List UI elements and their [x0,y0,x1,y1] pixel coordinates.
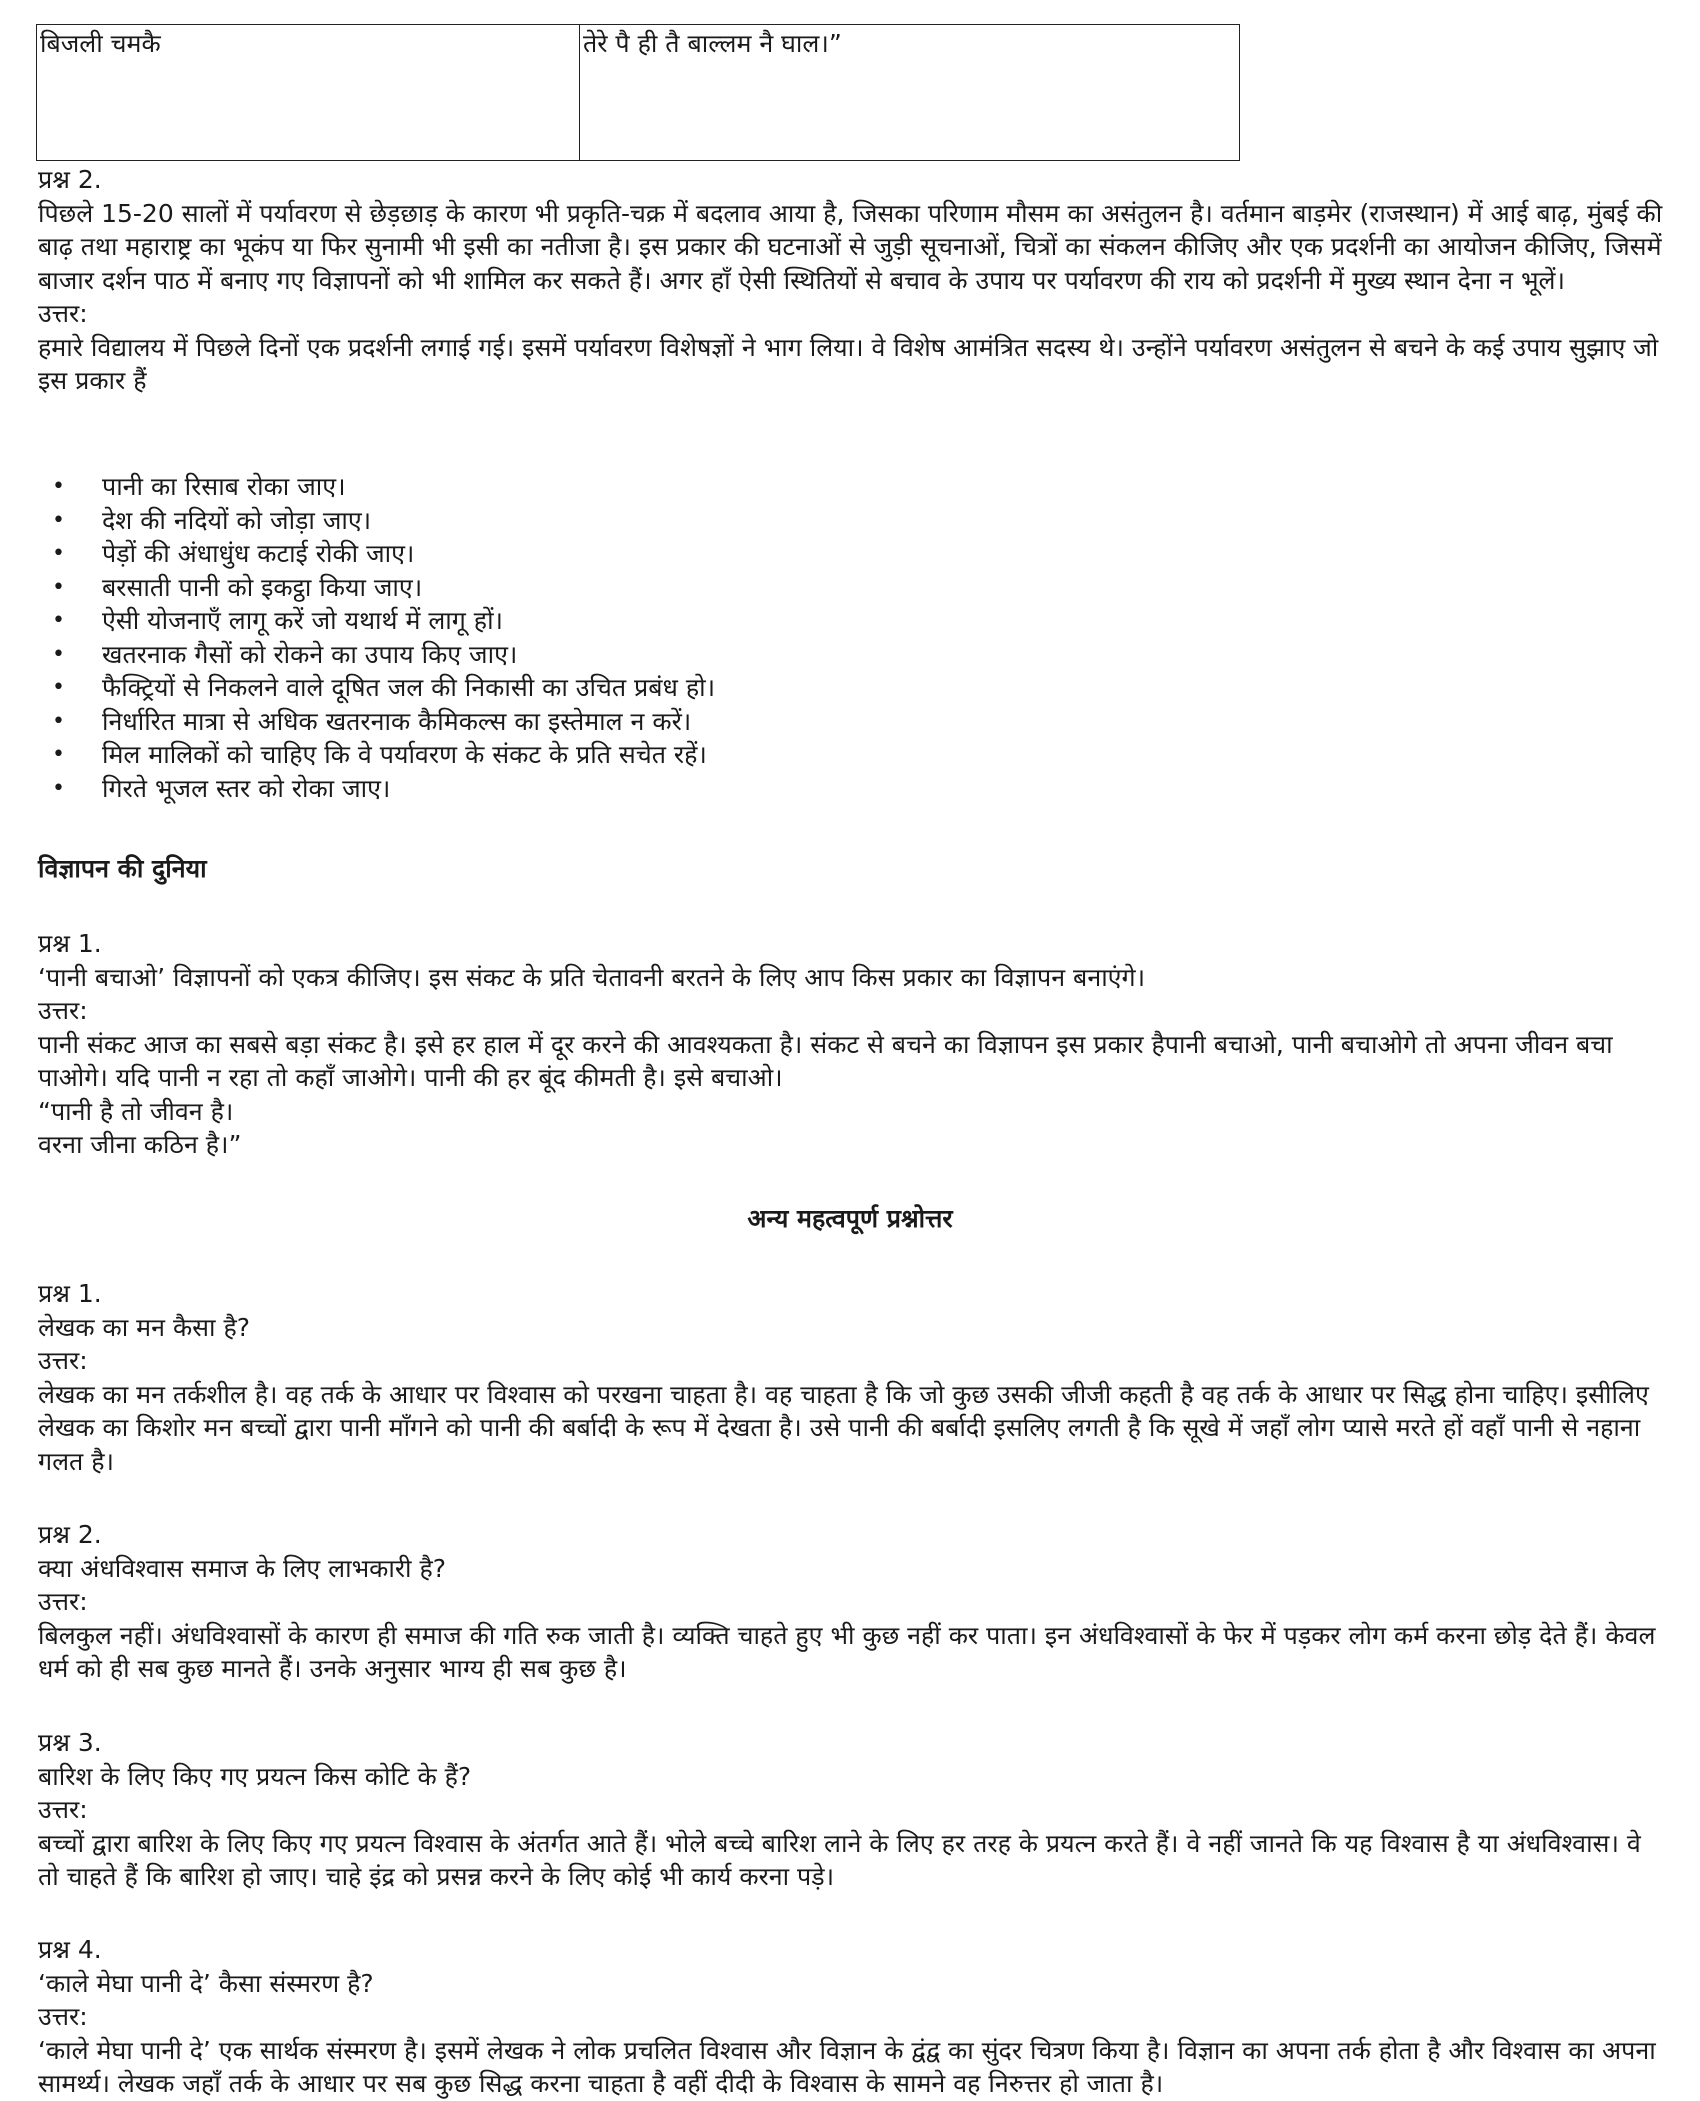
poem-table [36,24,1240,161]
section-title-other: अन्य महत्वपूर्ण प्रश्नोत्तर [747,1204,953,1233]
answer-label: उत्तर: [38,1795,88,1824]
list-item: • पेड़ों की अंधाधुंध कटाई रोकी जाए। [38,537,1668,571]
question-text: बारिश के लिए किए गए प्रयत्न किस कोटि के हैं? [38,1761,472,1791]
list-item: • देश की नदियों को जोड़ा जाए। [38,504,1668,538]
question-label: प्रश्न 2. [38,165,102,194]
quote-line: “पानी है तो जीवन है। [38,1096,234,1126]
table-row [37,25,1240,161]
q2-prev-block [38,163,1668,398]
question-label: प्रश्न 3. [38,1728,102,1757]
answer-text: लेखक का मन तर्कशील है। वह तर्क के आधार पर विश्वास को परखना चाहता है। वह चाहता है कि जो कुछ उसकी जीजी कहती है वह तर्क के आधार पर सिद्ध होना चाहिए। इसीलिए लेखक का किशोर मन बच्चों द्वारा पानी माँगने को पानी की बर्बादी के रूप में देखता है। उसे पानी की बर्बादी इसलिए लगती है कि सूखे में जहाँ लोग प्यासे मरते हों वहाँ पानी से नहाना गलत है। [38,1379,1649,1476]
list-item: • पानी का रिसाब रोका जाए। [38,470,1668,504]
list-item: • फैक्ट्रियों से निकलने वाले दूषित जल की निकासी का उचित प्रबंध हो। [38,671,1668,705]
answer-label: उत्तर: [38,2002,88,2031]
answer-text: बच्चों द्वारा बारिश के लिए किए गए प्रयत्न विश्वास के अंतर्गत आते हैं। भोले बच्चे बारिश लाने के लिए हर तरह के प्रयत्न करते हैं। वे नहीं जानते कि यह विश्वास है या अंधविश्वास। वे तो चाहते हैं कि बारिश हो जाए। चाहे इंद्र को प्रसन्न करने के लिए कोई भी कार्य करना पड़े। [38,1828,1641,1891]
question-text: लेखक का मन कैसा है? [38,1312,251,1342]
answer-label: उत्तर: [38,299,88,328]
question-label: प्रश्न 1. [38,1279,102,1308]
question-label: प्रश्न 2. [38,1520,102,1549]
table-cell-left: बिजली चमकै [37,25,580,161]
list-item: • निर्धारित मात्रा से अधिक खतरनाक कैमिकल्स का इस्तेमाल न करें। [38,705,1668,739]
quote-line: वरना जीना कठिन है।” [38,1130,242,1159]
list-item: • गिरते भूजल स्तर को रोका जाए। [38,772,1668,806]
ad-q1-block [38,927,1668,1162]
list-item: • मिल मालिकों को चाहिए कि वे पर्यावरण के संकट के प्रति सचेत रहें। [38,738,1668,772]
question-text: ‘काले मेघा पानी दे’ कैसा संस्मरण है? [38,1968,374,1998]
question-text: पिछले 15-20 सालों में पर्यावरण से छेड़छाड़ के कारण भी प्रकृति-चक्र में बदलाव आया है, जिसका परिणाम मौसम का असंतुलन है। वर्तमान बाड़मेर (राजस्थान) में आई बाढ़, मुंबई की बाढ़ तथा महाराष्ट्र का भूकंप या फिर सुनामी भी इसी का नतीजा है। इस प्रकार की घटनाओं से जुड़ी सूचनाओं, चित्रों का संकलन कीजिए और एक प्रदर्शनी का आयोजन कीजिए, जिसमें बाजार दर्शन पाठ में बनाए गए विज्ञापनों को भी शामिल कर सकते हैं। अगर हाँ ऐसी स्थितियों से बचाव के उपाय पर पर्यावरण की राय को प्रदर्शनी में मुख्य स्थान देना न भूलें। [38,198,1663,295]
answer-text: हमारे विद्यालय में पिछले दिनों एक प्रदर्शनी लगाई गई। इसमें पर्यावरण विशेषज्ञों ने भाग लिया। वे विशेष आमंत्रित सदस्य थे। उन्होंने पर्यावरण असंतुलन से बचने के कई उपाय सुझाए जो इस प्रकार हैं [38,332,1659,395]
answer-label: उत्तर: [38,996,88,1025]
points-block [38,470,1668,805]
section-title-ads: विज्ञापन की दुनिया [38,854,207,883]
question-label: प्रश्न 1. [38,929,102,958]
other-q1-block [38,1277,1668,1478]
answer-text: बिलकुल नहीं। अंधविश्वासों के कारण ही समाज की गति रुक जाती है। व्यक्ति चाहते हुए भी कुछ नहीं कर पाता। इन अंधविश्वासों के फेर में पड़कर लोग कर्म करना छोड़ देते हैं। केवल धर्म को ही सब कुछ मानते हैं। उनके अनुसार भाग्य ही सब कुछ है। [38,1620,1656,1683]
list-item: • ऐसी योजनाएँ लागू करें जो यथार्थ में लागू हों। [38,604,1668,638]
question-label: प्रश्न 4. [38,1935,102,1964]
table-cell-right: तेरे पै ही तै बाल्लम नै घाल।” [580,25,1240,161]
question-text: क्या अंधविश्वास समाज के लिए लाभकारी है? [38,1553,447,1583]
other-q3-block [38,1726,1668,1894]
other-q4-block [38,1933,1668,2101]
answer-text: पानी संकट आज का सबसे बड़ा संकट है। इसे हर हाल में दूर करने की आवश्यकता है। संकट से बचने का विज्ञापन इस प्रकार हैपानी बचाओ, पानी बचाओगे तो अपना जीवन बचा पाओगे। यदि पानी न रहा तो कहाँ जाओगे। पानी की हर बूंद कीमती है। इसे बचाओ। [38,1029,1613,1092]
other-q2-block [38,1518,1668,1686]
list-item: • खतरनाक गैसों को रोकने का उपाय किए जाए। [38,638,1668,672]
answer-label: उत्तर: [38,1346,88,1375]
answer-text: ‘काले मेघा पानी दे’ एक सार्थक संस्मरण है। इसमें लेखक ने लोक प्रचलित विश्वास और विज्ञान के द्वंद्व का सुंदर चित्रण किया है। विज्ञान का अपना तर्क होता है और विश्वास का अपना सामर्थ्य। लेखक जहाँ तर्क के आधार पर सब कुछ सिद्ध करना चाहता है वहीं दीदी के विश्वास के सामने वह निरुत्तर हो जाता है। [38,2035,1656,2098]
question-text: ‘पानी बचाओ’ विज्ञापनों को एकत्र कीजिए। इस संकट के प्रति चेतावनी बरतने के लिए आप किस प्रकार का विज्ञापन बनाएंगे। [38,962,1146,992]
answer-label: उत्तर: [38,1587,88,1616]
list-item: • बरसाती पानी को इकट्ठा किया जाए। [38,571,1668,605]
points-list [38,470,1668,805]
